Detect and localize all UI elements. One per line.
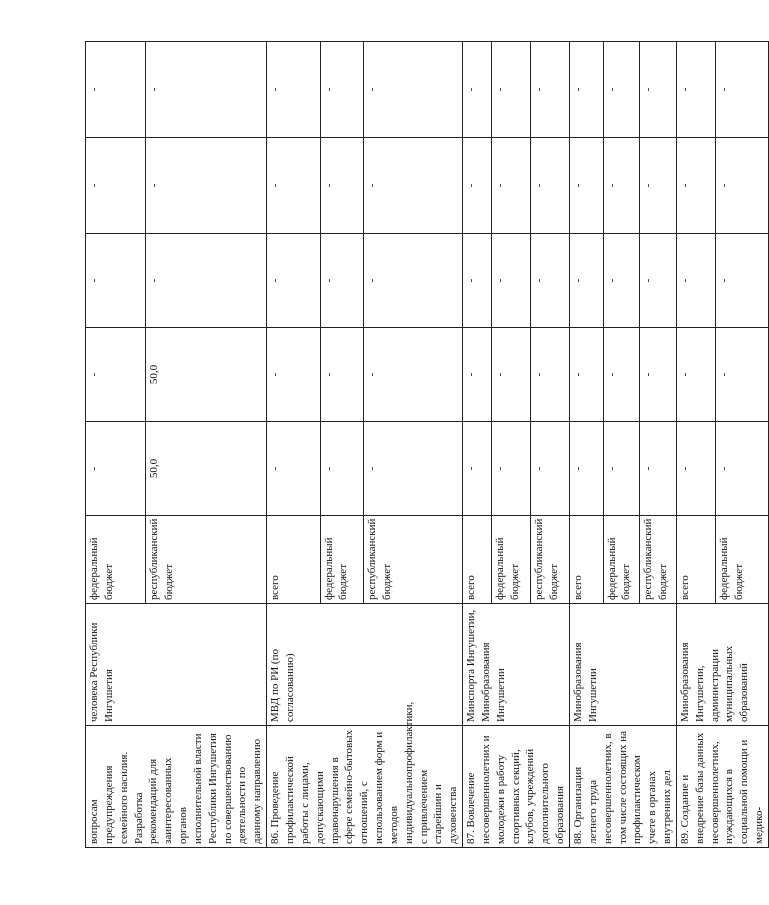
value-cell: - (640, 42, 677, 138)
value-cell: - (320, 422, 364, 516)
measure-cell: 86. Проведение профилактической работы с лицами, допускающими правонарушения в сфере семейно-бытовых отношений, с использованием форм и методов индивидуальнопрофилактики, с привлечением старейшин и духовенства (267, 726, 463, 848)
value-cell: - (530, 42, 569, 138)
source-cell: всего (570, 516, 604, 604)
value-cell: - (86, 42, 146, 138)
measure-cell: 87. Вовлечение несовершеннолетних и молодежи в работу спортивных секций, клубов, учреждений дополнительного образования (463, 726, 570, 848)
source-cell: республиканский бюджет (640, 516, 677, 604)
program-measures-table (85, 41, 769, 848)
table-row (86, 42, 146, 848)
value-cell: - (640, 138, 677, 234)
measure-cell: 89. Создание и внедрение базы данных несовершеннолетних, нуждающихся в социальной помощи и медико- (676, 726, 768, 848)
value-cell: - (570, 422, 604, 516)
source-cell: всего (267, 516, 320, 604)
value-cell: - (491, 328, 530, 422)
rotated-table-wrapper (85, 42, 766, 848)
value-cell: - (491, 138, 530, 234)
value-cell: - (364, 42, 463, 138)
value-cell: - (320, 234, 364, 328)
value-cell: - (145, 234, 266, 328)
source-cell: всего (676, 516, 715, 604)
source-cell: федеральный бюджет (603, 516, 640, 604)
value-cell: - (491, 42, 530, 138)
value-cell: - (570, 42, 604, 138)
value-cell: - (603, 42, 640, 138)
value-cell: - (676, 138, 715, 234)
value-cell: - (145, 42, 266, 138)
table-row (267, 42, 320, 848)
value-cell: - (715, 138, 768, 234)
value-cell: - (364, 422, 463, 516)
value-cell: - (676, 234, 715, 328)
value-cell: - (603, 328, 640, 422)
value-cell: - (676, 328, 715, 422)
value-cell: - (530, 328, 569, 422)
source-cell: республиканский бюджет (530, 516, 569, 604)
table-row (676, 42, 715, 848)
value-cell: - (364, 328, 463, 422)
value-cell: - (364, 234, 463, 328)
value-cell: - (715, 422, 768, 516)
value-cell: - (86, 138, 146, 234)
value-cell: - (267, 422, 320, 516)
value-cell: 50,0 (145, 328, 266, 422)
value-cell: - (603, 234, 640, 328)
value-cell: - (530, 422, 569, 516)
source-cell: федеральный бюджет (320, 516, 364, 604)
value-cell: - (463, 138, 492, 234)
source-cell: республиканский бюджет (364, 516, 463, 604)
value-cell: - (86, 234, 146, 328)
value-cell: - (676, 422, 715, 516)
value-cell: - (463, 234, 492, 328)
source-cell: федеральный бюджет (491, 516, 530, 604)
value-cell: - (491, 234, 530, 328)
value-cell: - (570, 328, 604, 422)
value-cell: - (715, 234, 768, 328)
value-cell: - (267, 328, 320, 422)
value-cell: - (530, 234, 569, 328)
value-cell: - (463, 422, 492, 516)
value-cell: - (491, 422, 530, 516)
value-cell: - (267, 138, 320, 234)
value-cell: 50,0 (145, 422, 266, 516)
value-cell: - (570, 138, 604, 234)
source-cell: федеральный бюджет (715, 516, 768, 604)
measure-cell: 88. Организация летнего труда несовершеннолетних, в том числе состоящих на профилактическом учете в органах внутренних дел (570, 726, 677, 848)
value-cell: - (640, 328, 677, 422)
executor-cell: МВД по РИ (по согласованию) (267, 604, 463, 726)
value-cell: - (676, 42, 715, 138)
value-cell: - (640, 422, 677, 516)
value-cell: - (364, 138, 463, 234)
value-cell: - (715, 328, 768, 422)
value-cell: - (715, 42, 768, 138)
value-cell: - (320, 42, 364, 138)
value-cell: - (463, 328, 492, 422)
table-row (570, 42, 604, 848)
value-cell: - (320, 138, 364, 234)
value-cell: - (320, 328, 364, 422)
value-cell: - (640, 234, 677, 328)
value-cell: - (86, 422, 146, 516)
source-cell: федеральный бюджет (86, 516, 146, 604)
table-row (463, 42, 492, 848)
measure-cell: вопросам предупреждения семейного насилия. Разработка рекомендаций для заинтересованных органов исполнительной власти Республики Ингушетия по совершенствованию деятельности по данному направлению (86, 726, 267, 848)
executor-cell: человека Республики Ингушетия (86, 604, 267, 726)
source-cell: республиканский бюджет (145, 516, 266, 604)
value-cell: - (463, 42, 492, 138)
executor-cell: Минобразования Ингушетии (570, 604, 677, 726)
value-cell: - (570, 234, 604, 328)
value-cell: - (267, 42, 320, 138)
value-cell: - (145, 138, 266, 234)
value-cell: - (603, 422, 640, 516)
value-cell: - (530, 138, 569, 234)
value-cell: - (86, 328, 146, 422)
value-cell: - (267, 234, 320, 328)
executor-cell: Минспорта Ингушетии, Минобразования Ингушетии (463, 604, 570, 726)
source-cell: всего (463, 516, 492, 604)
value-cell: - (603, 138, 640, 234)
executor-cell: Минобразования Ингушетии, администрации муниципальных образований (676, 604, 768, 726)
